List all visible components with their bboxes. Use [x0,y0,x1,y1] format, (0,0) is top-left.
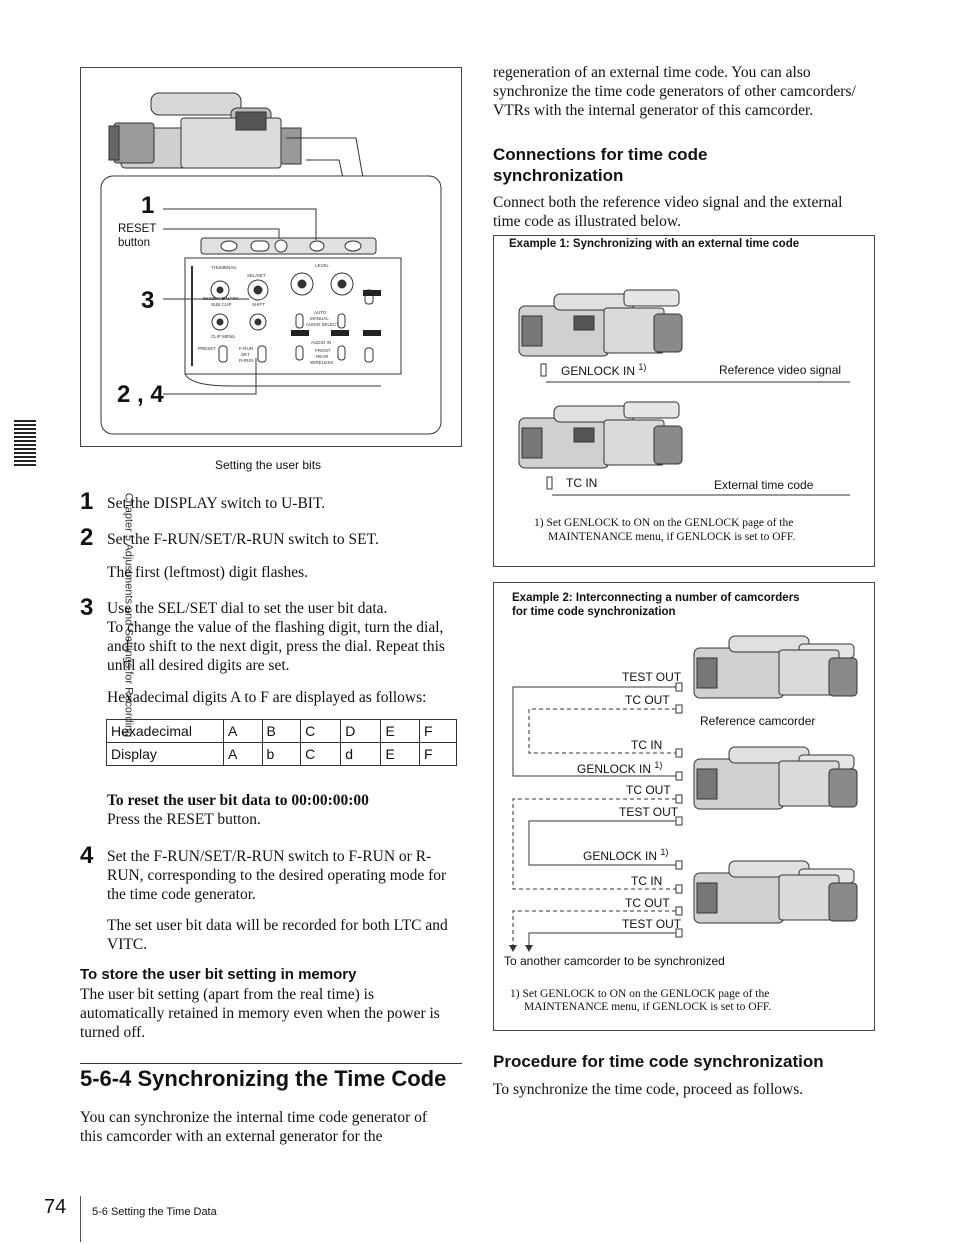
example1-tc-in: TC IN [566,476,598,490]
step-3-line2: To change the value of the flashing digit, turn the dial, [107,619,444,636]
svg-text:WIRELESS: WIRELESS [310,360,334,365]
section-line1: You can synchronize the internal time code generator of [80,1109,428,1126]
procedure-text: To synchronize the time code, proceed as follows. [493,1081,804,1098]
cam2-tc-out: TC OUT [626,783,671,797]
footer-divider [80,1196,81,1242]
step-4-line1: Set the F-RUN/SET/R-RUN switch to F-RUN or R- [107,848,432,865]
table-cell: C [301,720,341,743]
table-cell: E [381,720,420,743]
procedure-heading: Procedure for time code synchronization [493,1052,824,1071]
right-intro-line2: synchronize the time code generators of other camcorders/ [493,83,856,100]
connections-line2: time code as illustrated below. [493,213,681,230]
example2-title-line1: Example 2: Interconnecting a number of camcorders [512,592,800,604]
step-3-number: 3 [80,594,94,621]
callout-1: 1 [141,192,155,219]
right-intro-line3: VTRs with the internal generator of this camcorder. [493,102,814,119]
svg-text:REAR: REAR [316,354,329,359]
svg-text:F-RUN: F-RUN [239,346,253,351]
callout-2-4: 2 , 4 [117,381,164,408]
step-2-sub: The first (leftmost) digit flashes. [107,564,309,581]
connections-line1: Connect both the reference video signal and the external [493,194,843,211]
section-rule [80,1063,462,1064]
example1-note-line1: 1) Set GENLOCK to ON on the GENLOCK page of the [534,517,794,529]
table-cell: C [301,743,341,766]
hex-display-table [106,719,457,766]
example2-title-line2: for time code synchronization [512,606,676,618]
cam2-test-out: TEST OUT [619,805,679,819]
table-cell: b [262,743,301,766]
example2-note-line1: 1) Set GENLOCK to ON on the GENLOCK page of the [510,988,770,1000]
callout-3: 3 [141,287,155,314]
svg-text:SEL/SET: SEL/SET [247,273,266,278]
step-3-sub: Hexadecimal digits A to F are displayed as follows: [107,689,427,706]
cam2-tc-in: TC IN [631,738,663,752]
store-line3: turned off. [80,1024,146,1041]
chapter-tab-stripes [14,420,36,468]
reference-camcorder-label: Reference camcorder [700,714,816,728]
example1-reference-signal: Reference video signal [719,363,842,377]
cam3-test-out: TEST OUT [622,917,682,931]
example1-note-line2: MAINTENANCE menu, if GENLOCK is set to OFF. [548,531,796,543]
cam3-genlock-text: GENLOCK IN [583,849,658,863]
section-line2: this camcorder with an external generator for the [80,1128,383,1145]
example1-genlock-footnote: 1) [638,362,647,372]
step-3-line4: until all desired digits are set. [107,657,290,674]
step-4-sub-line1: The set user bit data will be recorded for both LTC and [107,917,448,934]
example1-box [493,235,875,567]
step-3-line1: Use the SEL/SET dial to set the user bit data. [107,600,388,617]
table-cell: Display [107,743,224,766]
table-cell: d [341,743,381,766]
step-1-number: 1 [80,488,94,515]
step-4-number: 4 [80,842,94,869]
svg-text:CLIP MENU: CLIP MENU [211,334,236,339]
svg-text:AUDIO IN: AUDIO IN [311,340,332,345]
table-cell: A [224,743,263,766]
camcorder-illustration-2 [514,398,694,478]
cam1-tc-out: TC OUT [625,693,670,707]
step-2-number: 2 [80,524,94,551]
table-cell: Hexadecimal [107,720,224,743]
footer-section-label: 5-6 Setting the Time Data [92,1206,217,1218]
svg-text:THUMBNAIL: THUMBNAIL [211,265,238,270]
svg-text:MANUAL: MANUAL [310,316,329,321]
right-intro-line1: regeneration of an external time code. You can also [493,64,811,81]
step-1-text: Set the DISPLAY switch to U-BIT. [107,495,326,512]
table-cell: A [224,720,263,743]
step-4-line3: the time code generator. [107,886,256,903]
cam2-genlock-label [577,760,662,776]
cam1-test-out: TEST OUT [622,670,682,684]
table-cell: B [262,720,301,743]
step-4-sub-line2: VITC. [107,936,148,953]
reset-note-title: To reset the user bit data to 00:00:00:00 [107,792,369,809]
svg-text:AUTO: AUTO [314,310,327,315]
svg-text:SHIFT: SHIFT [252,302,265,307]
cam3-genlock-footnote: 1) [660,847,669,857]
table-cell: F [420,743,457,766]
table-row [107,743,457,766]
table-row [107,720,457,743]
cam3-tc-out: TC OUT [625,896,670,910]
reset-label-line2: button [118,237,150,249]
svg-text:SUB CLIP: SUB CLIP [211,302,232,307]
step-3-line3: and to shift to the next digit, press the dial. Repeat this [107,638,445,655]
connections-heading-line2: synchronization [493,166,624,185]
reset-label-line1: RESET [118,223,157,235]
svg-text:FRONT: FRONT [315,348,331,353]
another-camcorder-label: To another camcorder to be synchronized [504,954,725,968]
store-line1: The user bit setting (apart from the real time) is [80,986,374,1003]
svg-text:PRESET: PRESET [198,346,217,351]
table-cell: E [381,743,420,766]
example1-genlock-text: GENLOCK IN [561,364,636,378]
cam2-genlock-footnote: 1) [654,760,663,770]
step-4-line2: RUN, corresponding to the desired operating mode for [107,867,447,884]
example2-box [493,582,875,1031]
svg-text:SET: SET [241,352,250,357]
section-heading: 5-6-4 Synchronizing the Time Code [80,1066,447,1091]
page-number: 74 [44,1196,67,1218]
store-line2: automatically retained in memory even when the power is [80,1005,440,1022]
figure1-caption: Setting the user bits [215,458,322,472]
table-cell: D [341,720,381,743]
svg-text:LEVEL: LEVEL [315,263,330,268]
table-cell: F [420,720,457,743]
svg-text:ESSENCE MARK: ESSENCE MARK [203,296,239,301]
cam3-tc-in: TC IN [631,874,663,888]
svg-text:R-RUN: R-RUN [239,358,254,363]
example2-note-line2: MAINTENANCE menu, if GENLOCK is set to OFF. [524,1001,772,1013]
figure-user-bits [80,67,462,447]
example1-title: Example 1: Synchronizing with an external time code [509,238,800,250]
cam3-genlock-label [583,847,668,863]
svg-text:AUDIO SELECT: AUDIO SELECT [306,322,340,327]
store-heading: To store the user bit setting in memory [80,966,357,983]
example1-external-tc: External time code [714,478,814,492]
step-2-text: Set the F-RUN/SET/R-RUN switch to SET. [107,531,379,548]
chapter-side-label: Chapter 5 Adjustments and Settings for Recording [122,492,135,738]
cam2-genlock-text: GENLOCK IN [577,762,652,776]
connections-heading-line1: Connections for time code [493,145,708,164]
example1-genlock-label [561,362,646,378]
reset-note-text: Press the RESET button. [107,811,261,828]
